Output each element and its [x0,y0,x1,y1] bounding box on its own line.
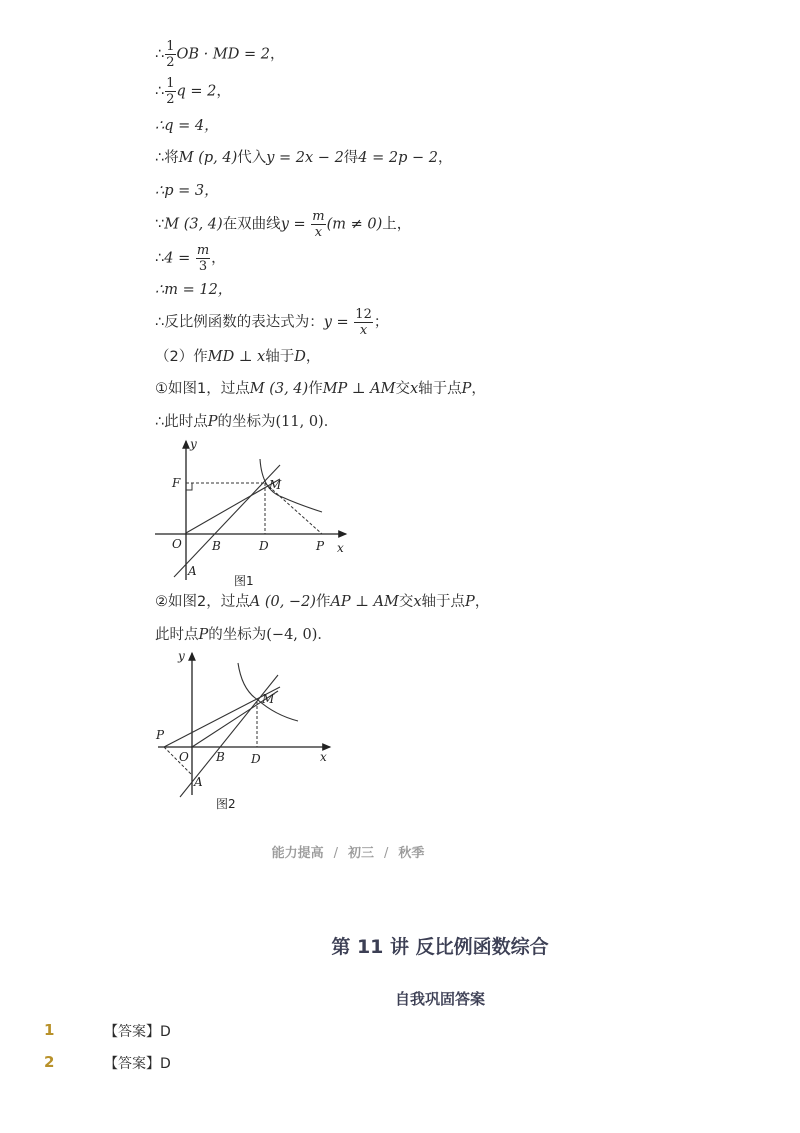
label-x: x [320,750,327,764]
step-7: ∴4 = $\frac{m}{3}$ ， [155,243,226,274]
step-6: ∵M (3, 4)在双曲线y = $\frac{m}{x}$ (m ≠ 0)上， [155,209,412,240]
step-8: ∴m = 12， [155,282,233,298]
step-10: （2）作MD ⊥ x轴于D， [155,349,321,365]
step-9: ∴反比例函数的表达式为：y = $\frac{12}{x}$ ； [155,307,389,338]
fraction-12-over-x: $\frac{12}{x}$ [355,307,372,338]
step-12: ∴此时点P的坐标为(11, 0)． [155,414,339,430]
answer-number: 2 [44,1053,55,1071]
fraction-m-over-x: $\frac{m}{x}$ [312,209,325,240]
label-x: x [337,541,344,555]
answer-value: D [160,1024,171,1040]
step-5: ∴p = 3， [155,183,219,199]
fraction-m-over-3: $\frac{m}{3}$ [196,243,210,274]
label-O: O [172,537,182,551]
label-P: P [156,728,165,742]
answer-number: 1 [44,1021,55,1039]
line-AM-1 [174,465,280,577]
figure-2 [150,645,350,815]
step-13: ②如图2，过点A (0, −2)作AP ⊥ AM交x轴于点P， [155,594,490,610]
label-B: B [216,750,225,764]
step-11: ①如图1，过点M (3, 4)作MP ⊥ AM交x轴于点P， [155,381,486,397]
figure-1-caption: 图1 [234,574,254,588]
math-expression: OB · MD = 2 [176,46,270,63]
label-A: A [188,564,197,578]
figure-1 [150,435,360,595]
label-M: M [262,692,275,706]
label-y: y [190,437,197,451]
label-F: F [172,476,181,490]
math-expression: q = 2 [176,83,217,100]
label-A: A [194,775,203,789]
figure-2-caption: 图2 [216,797,236,811]
section-subtitle: 自我巩固答案 [394,990,485,1008]
label-M: M [269,478,282,492]
label-D: D [251,752,261,766]
right-angle-mark [186,483,192,490]
answer-label: 【答案】 [104,1056,160,1072]
fraction-one-half: $\frac{1}{2}$ [166,39,175,70]
label-D: D [259,539,269,553]
label-P: P [316,539,325,553]
therefore-symbol: ∴ [155,46,165,63]
lecture-title: 第 11 讲 反比例函数综合 [331,936,549,958]
fraction-one-half: $\frac{1}{2}$ [166,76,175,107]
label-y: y [178,649,185,663]
step-3: ∴q = 4， [155,118,219,134]
answer-value: D [160,1056,171,1072]
step-1: ∴ $\frac{1}{2}$ OB · MD = 2， [155,39,285,70]
label-O: O [179,750,189,764]
answer-label: 【答案】 [104,1024,160,1040]
step-4: ∴将M (p, 4)代入y = 2x − 2得4 = 2p − 2， [155,150,453,166]
line-OM [186,479,280,533]
step-2: ∴ $\frac{1}{2}$ q = 2， [155,76,231,107]
label-B: B [212,539,221,553]
page-footer: 能力提高 / 初三 / 秋季 [271,846,425,861]
step-14: 此时点P的坐标为(−4, 0)． [155,627,332,643]
